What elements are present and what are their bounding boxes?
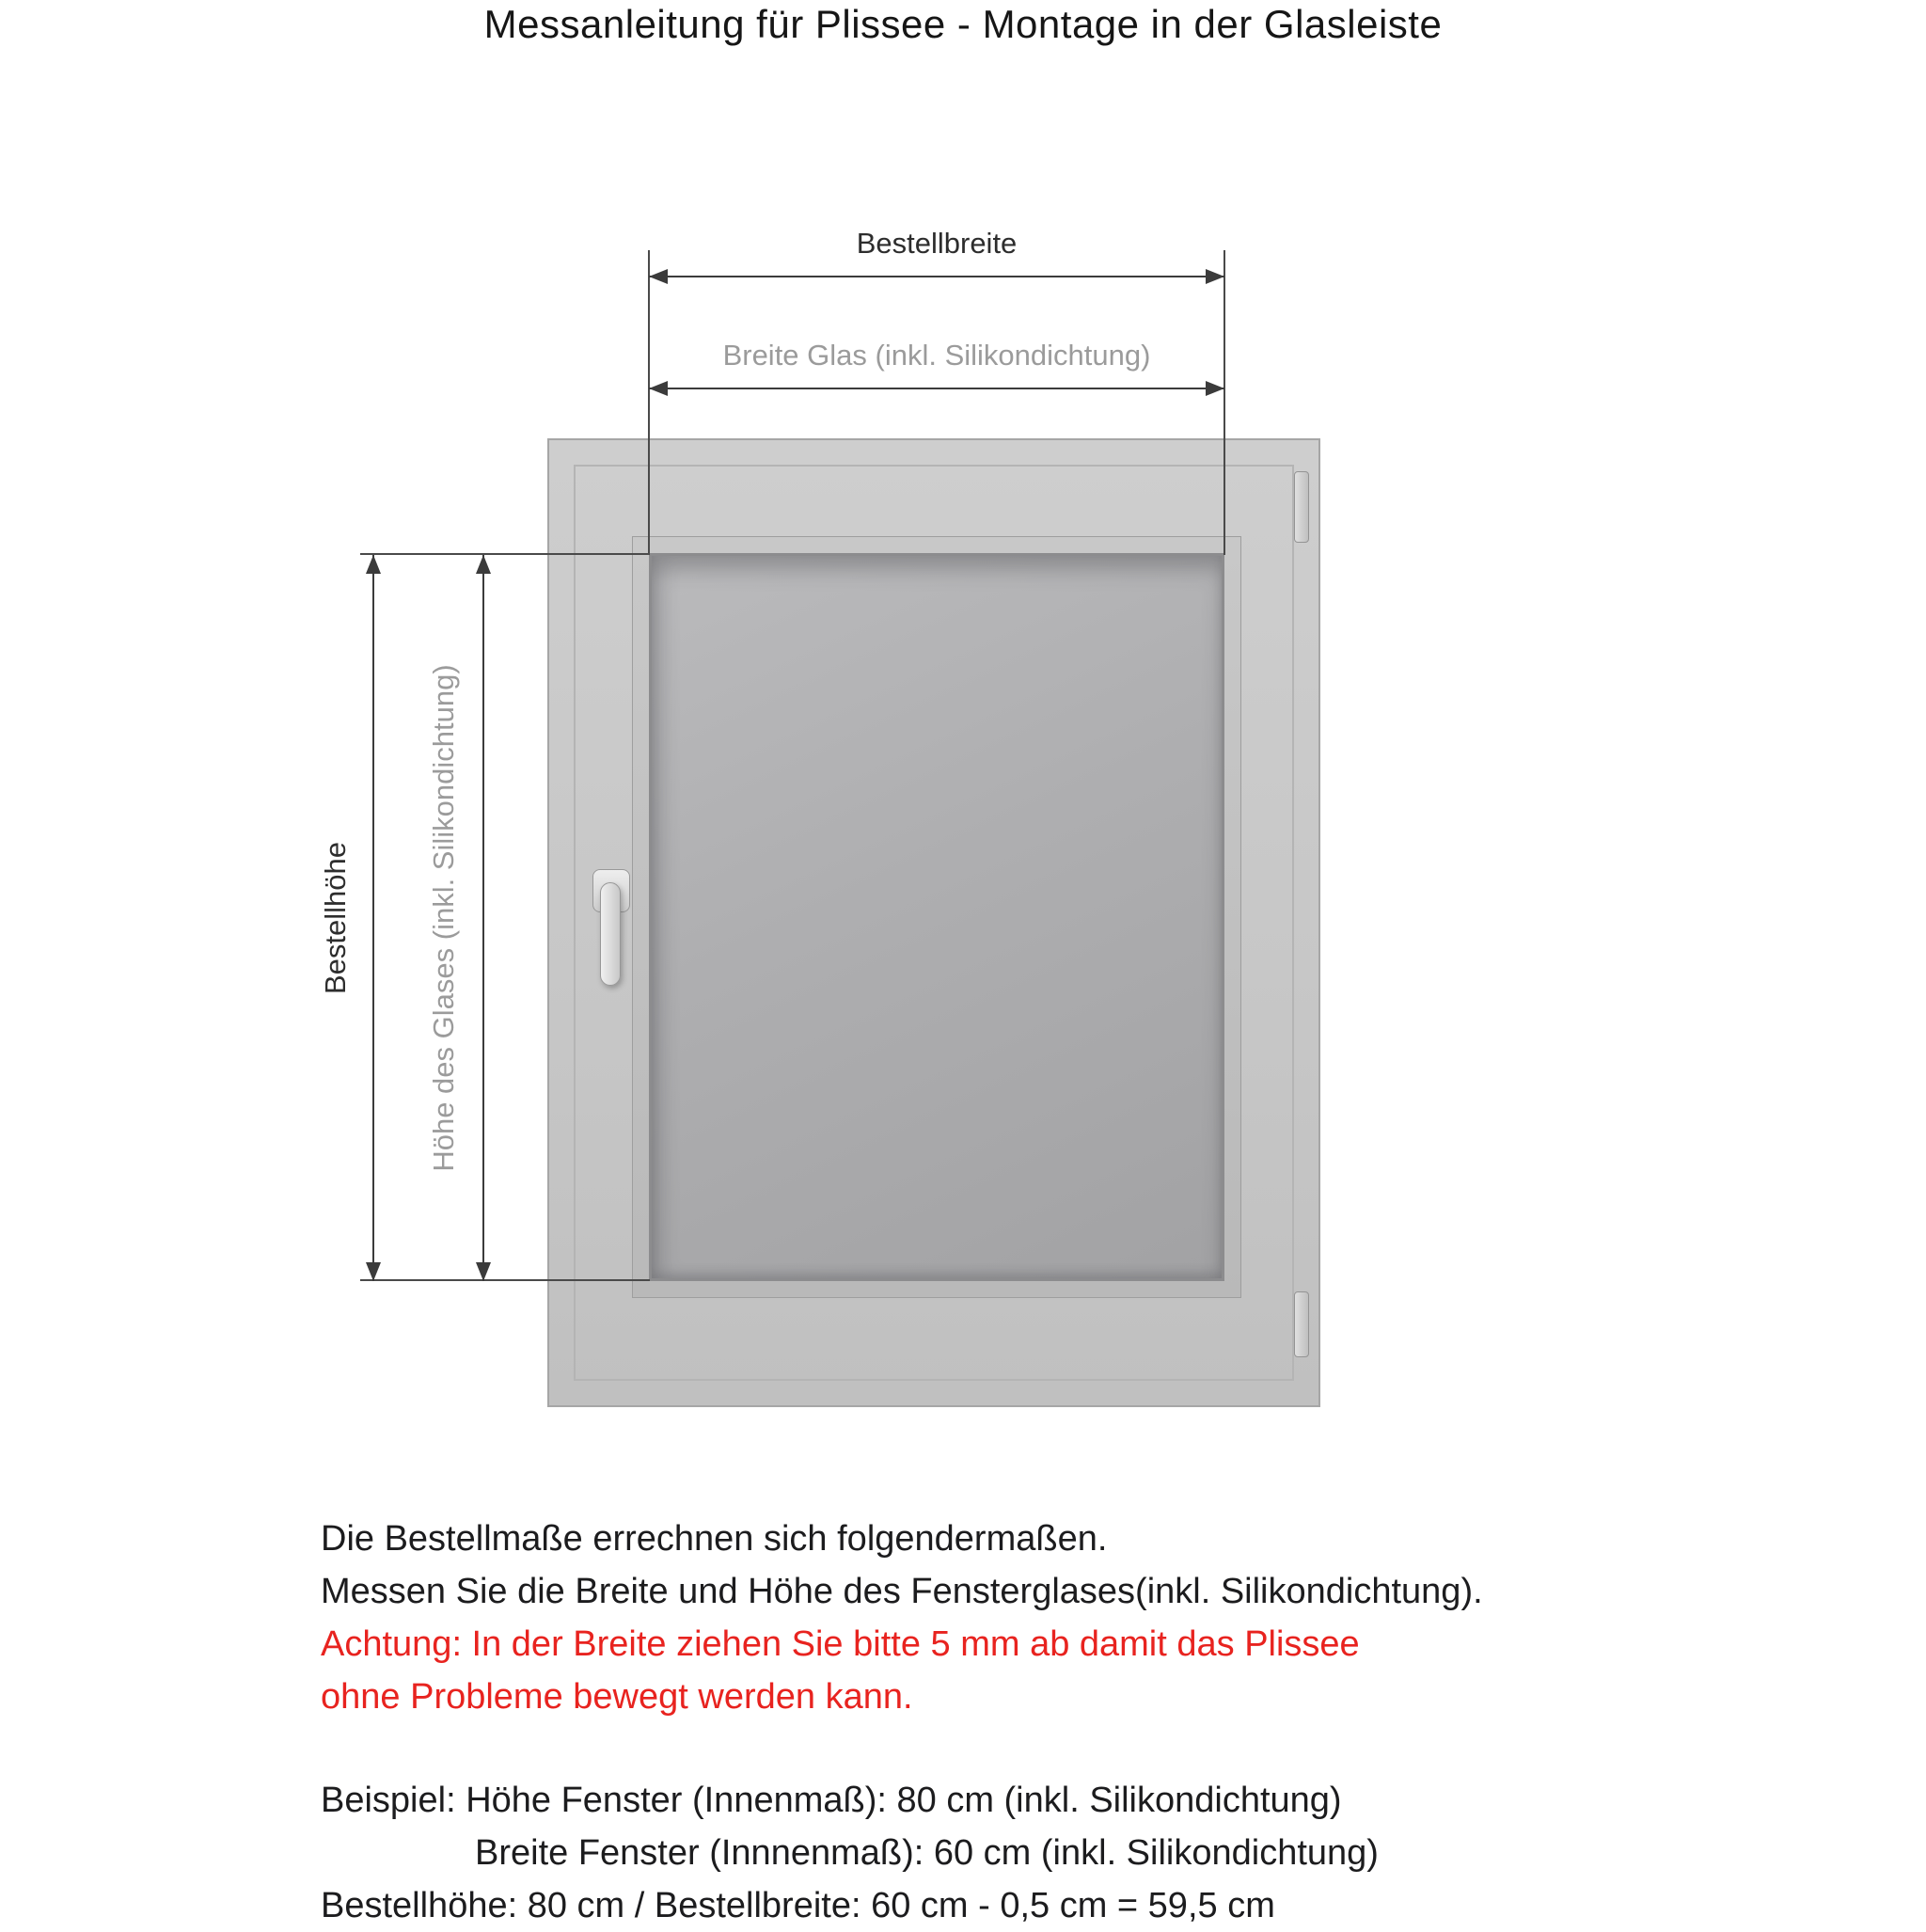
arrowhead-up-icon <box>366 555 381 574</box>
label-order-width: Bestellbreite <box>856 227 1018 260</box>
arrowhead-right-icon <box>1206 269 1224 284</box>
arrowhead-right-icon <box>1206 381 1224 396</box>
label-glass-width: Breite Glas (inkl. Silikondichtung) <box>722 339 1151 372</box>
arrowhead-left-icon <box>649 269 668 284</box>
window-glass <box>649 553 1224 1281</box>
label-glass-height: Höhe des Glases (inkl. Silikondichtung) <box>427 664 460 1172</box>
window-frame <box>547 438 1320 1407</box>
instructions-block <box>321 1512 1483 1932</box>
warning-line-1: Achtung: In der Breite ziehen Sie bitte 5 mm ab damit das Plissee <box>321 1624 1360 1664</box>
arrowhead-up-icon <box>476 555 491 574</box>
arrowhead-down-icon <box>366 1262 381 1281</box>
label-order-height: Bestellhöhe <box>319 841 352 995</box>
instruction-line-1: Die Bestellmaße errechnen sich folgendermaßen. <box>321 1519 1108 1559</box>
dimension-line-glass-width <box>649 388 1224 389</box>
hinge-bottom <box>1294 1291 1309 1357</box>
page-title: Messanleitung für Plissee - Montage in der Glasleiste <box>483 2 1443 46</box>
example-line-3: Bestellhöhe: 80 cm / Bestellbreite: 60 cm - 0,5 cm = 59,5 cm <box>321 1886 1275 1925</box>
hinge-top <box>1294 471 1309 543</box>
extension-line-glass-bottom <box>360 1279 650 1281</box>
instruction-line-2: Messen Sie die Breite und Höhe des Fensterglases(inkl. Silikondichtung). <box>321 1572 1483 1611</box>
example-block <box>321 1774 1483 1932</box>
example-line-2: Breite Fenster (Innnenmaß): 60 cm (inkl. Silikondichtung) <box>475 1833 1379 1873</box>
warning-line-2: ohne Probleme bewegt werden kann. <box>321 1677 913 1717</box>
arrowhead-left-icon <box>649 381 668 396</box>
arrowhead-down-icon <box>476 1262 491 1281</box>
extension-line-glass-left <box>648 250 650 555</box>
dimension-line-glass-height <box>482 555 484 1281</box>
dimension-line-order-height <box>372 555 374 1281</box>
window-handle-lever <box>600 882 621 986</box>
example-line-1: Beispiel: Höhe Fenster (Innenmaß): 80 cm (inkl. Silikondichtung) <box>321 1781 1342 1820</box>
extension-line-glass-top <box>360 553 650 555</box>
extension-line-glass-right <box>1223 250 1225 555</box>
dimension-line-order-width <box>649 276 1224 277</box>
